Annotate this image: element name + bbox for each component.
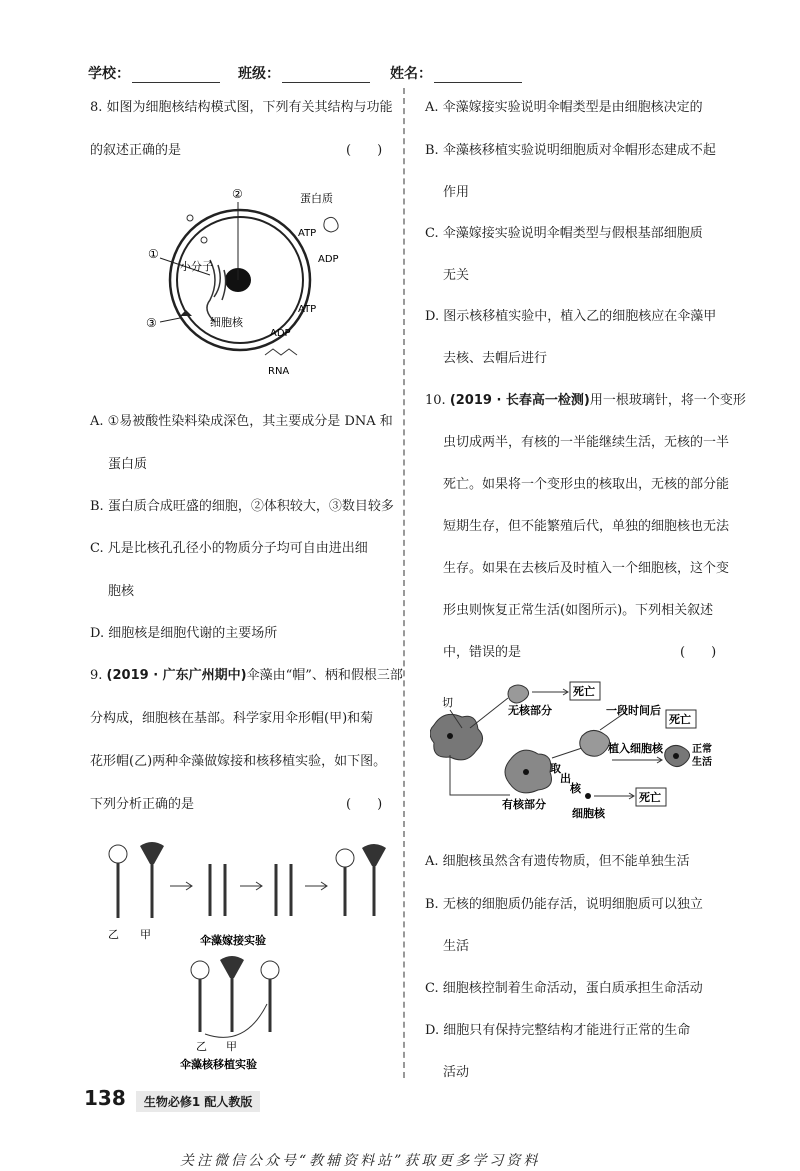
label-jia-1: 甲 — [140, 928, 151, 941]
label-2: ② — [232, 187, 243, 201]
q10-option-b-line2: 生活 — [443, 939, 470, 954]
label-death-3: 死亡 — [639, 791, 661, 804]
school-blank — [132, 67, 220, 83]
school-label: 学校： — [88, 66, 130, 82]
q9-option-a: A. 伞藻嫁接实验说明伞帽类型是由细胞核决定的 — [425, 100, 703, 115]
protein-shape — [324, 217, 338, 232]
q10-stem-line3: 死亡。如果将一个变形虫的核取出，无核的部分能 — [443, 477, 730, 492]
label-adp-1: ADP — [318, 254, 339, 265]
label-take-3: 核 — [570, 782, 581, 795]
name-blank — [434, 67, 522, 83]
arrow — [170, 882, 192, 890]
q9-option-d-line2: 去核、去帽后进行 — [443, 351, 548, 366]
arrow — [470, 698, 508, 728]
acetabularia-figure — [100, 836, 390, 1076]
label-rna: RNA — [268, 366, 290, 377]
q10-option-a: A. 细胞核虽然含有遗传物质，但不能单独生活 — [425, 854, 690, 869]
arrow — [612, 757, 662, 763]
q10-stem-line5: 生存。如果在去核后及时植入一个细胞核，这个变 — [443, 561, 730, 576]
q9-option-c-line2: 无关 — [443, 268, 470, 283]
label-atp-2: ATP — [298, 304, 317, 315]
umbrella-cap — [140, 842, 164, 864]
q10-number: 10. — [425, 393, 450, 408]
transplant-arrow — [205, 1004, 267, 1037]
q8-option-b: B. 蛋白质合成旺盛的细胞，②体积较大，③数目较多 — [90, 499, 394, 514]
q9-option-d-line1: D. 图示核移植实验中，植入乙的细胞核应在伞藻甲 — [425, 309, 717, 324]
nuclear-pore — [180, 310, 192, 316]
chrysanthemum-cap — [191, 961, 209, 979]
q10-stem-line6: 形虫则恢复正常生活(如图所示)。下列相关叙述 — [443, 603, 714, 618]
name-field — [390, 63, 522, 83]
isolated-nucleus — [585, 793, 591, 799]
class-field — [238, 63, 370, 83]
school-field — [88, 63, 220, 83]
arrow — [450, 755, 510, 795]
arrow — [532, 689, 568, 695]
q9-option-c-line1: C. 伞藻嫁接实验说明伞帽类型与假根基部细胞质 — [425, 226, 703, 241]
label-jia-2: 甲 — [226, 1040, 237, 1053]
amoeba-enucleated — [580, 730, 610, 756]
q10-stem-line7: 中，错误的是 — [443, 645, 522, 660]
q10-option-d-line1: D. 细胞只有保持完整结构才能进行正常的生命 — [425, 1023, 691, 1038]
label-cut: 切 — [442, 696, 453, 709]
label-nucleus: 细胞核 — [210, 316, 243, 329]
promo-text: 关注微信公众号“教辅资料站”获取更多学习资料 — [180, 1153, 541, 1169]
q8-answer-paren: ( ) — [346, 143, 383, 158]
q10-source: (2019 · 长春高一检测) — [449, 393, 590, 408]
q10-stem-line2: 虫切成两半，有核的一半能继续生活，无核的一半 — [443, 435, 730, 450]
q9-number: 9. — [90, 668, 107, 683]
q8-option-c-line2: 胞核 — [108, 584, 135, 599]
label-no-nucleus-part: 无核部分 — [508, 704, 552, 717]
chrysanthemum-cap — [336, 849, 354, 867]
q10-answer-paren: ( ) — [680, 645, 717, 660]
transplant-experiment — [180, 956, 279, 1071]
umbrella-cap — [362, 844, 386, 866]
q9-stem-line2: 分构成，细胞核在基部。科学家用伞形帽(甲)和菊 — [90, 711, 374, 726]
amoeba-experiment-figure — [430, 680, 720, 825]
q10-stem-line1 — [425, 389, 746, 408]
q8-option-a-line1: A. ①易被酸性染料染成深色，其主要成分是 DNA 和 — [90, 414, 393, 429]
page-number: 138 — [84, 1086, 126, 1110]
label-adp-2: ADP — [270, 328, 291, 339]
label-transplant-experiment: 伞藻核移植实验 — [180, 1058, 257, 1071]
q9-stem-line3: 花形帽(乙)两种伞藻做嫁接和核移植实验，如下图。 — [90, 754, 387, 769]
page-footer — [84, 1086, 260, 1112]
amoeba-nucleus — [673, 753, 679, 759]
amoeba-nucleus — [447, 733, 453, 739]
molecule-dot — [187, 215, 193, 221]
q9-stem-line1 — [90, 664, 403, 683]
label-normal-2: 生活 — [692, 757, 712, 768]
q9-option-b-line2: 作用 — [443, 185, 470, 200]
label-atp-1: ATP — [298, 228, 317, 239]
rna-strand — [265, 349, 297, 355]
q9-option-b-line1: B. 伞藻核移植实验说明细胞质对伞帽形态建成不起 — [425, 143, 716, 158]
graft-experiment — [108, 842, 386, 947]
name-label: 姓名： — [390, 66, 432, 82]
label-graft-experiment: 伞藻嫁接实验 — [200, 934, 266, 947]
label-take-2: 出 — [560, 772, 571, 785]
label-3: ③ — [146, 316, 157, 330]
umbrella-cap — [220, 956, 244, 978]
q8-option-c-line1: C. 凡是比核孔孔径小的物质分子均可自由进出细 — [90, 541, 368, 556]
label-protein: 蛋白质 — [300, 192, 333, 205]
label-nucleus: 细胞核 — [572, 807, 605, 820]
q9-source: (2019 · 广东广州期中) — [106, 668, 247, 683]
arrow — [552, 748, 582, 758]
chrysanthemum-cap — [261, 961, 279, 979]
q10-option-b-line1: B. 无核的细胞质仍能存活，说明细胞质可以独立 — [425, 897, 703, 912]
column-divider — [403, 88, 405, 1078]
arrow — [305, 882, 327, 890]
arrow — [240, 882, 262, 890]
q8-stem-line2: 的叙述正确的是 — [90, 143, 182, 158]
class-label: 班级： — [238, 66, 280, 82]
q8-option-a-line2: 蛋白质 — [108, 457, 148, 472]
book-title: 生物必修1 配人教版 — [136, 1091, 261, 1112]
q10-option-c: C. 细胞核控制着生命活动，蛋白质承担生命活动 — [425, 981, 703, 996]
q8-stem-line1: 8. 如图为细胞核结构模式图，下列有关其结构与功能 — [90, 100, 393, 115]
amoeba-nucleus — [523, 769, 529, 775]
label-yi-2: 乙 — [196, 1040, 207, 1053]
nucleus-structure-figure — [140, 180, 380, 380]
label-death-1: 死亡 — [573, 685, 595, 698]
label-yi-1: 乙 — [108, 928, 119, 941]
label-with-nucleus-part: 有核部分 — [502, 798, 546, 811]
q9-answer-paren: ( ) — [346, 797, 383, 812]
q9-stem-line4: 下列分析正确的是 — [90, 797, 195, 812]
pointer-3 — [160, 318, 180, 322]
q10-option-d-line2: 活动 — [443, 1065, 470, 1080]
q8-option-d: D. 细胞核是细胞代谢的主要场所 — [90, 626, 278, 641]
label-take-1: 取 — [550, 762, 561, 775]
label-small-molecule: 小分子 — [180, 260, 213, 273]
chrysanthemum-cap — [109, 845, 127, 863]
label-1: ① — [148, 247, 159, 261]
label-implant-nucleus: 植入细胞核 — [608, 742, 663, 755]
class-blank — [282, 67, 370, 83]
amoeba-whole — [430, 714, 483, 760]
arrow — [594, 793, 634, 799]
amoeba-no-nucleus — [508, 685, 529, 703]
label-after-a-while: 一段时间后 — [606, 704, 661, 717]
label-death-2: 死亡 — [669, 713, 691, 726]
q9-stem-text: 伞藻由“帽”、柄和假根三部 — [246, 668, 403, 683]
molecule-dot — [201, 237, 207, 243]
label-normal-1: 正常 — [692, 744, 712, 755]
q10-stem-line4: 短期生存，但不能繁殖后代，单独的细胞核也无法 — [443, 519, 730, 534]
q10-stem-text: 用一根玻璃针，将一个变形 — [589, 393, 746, 408]
